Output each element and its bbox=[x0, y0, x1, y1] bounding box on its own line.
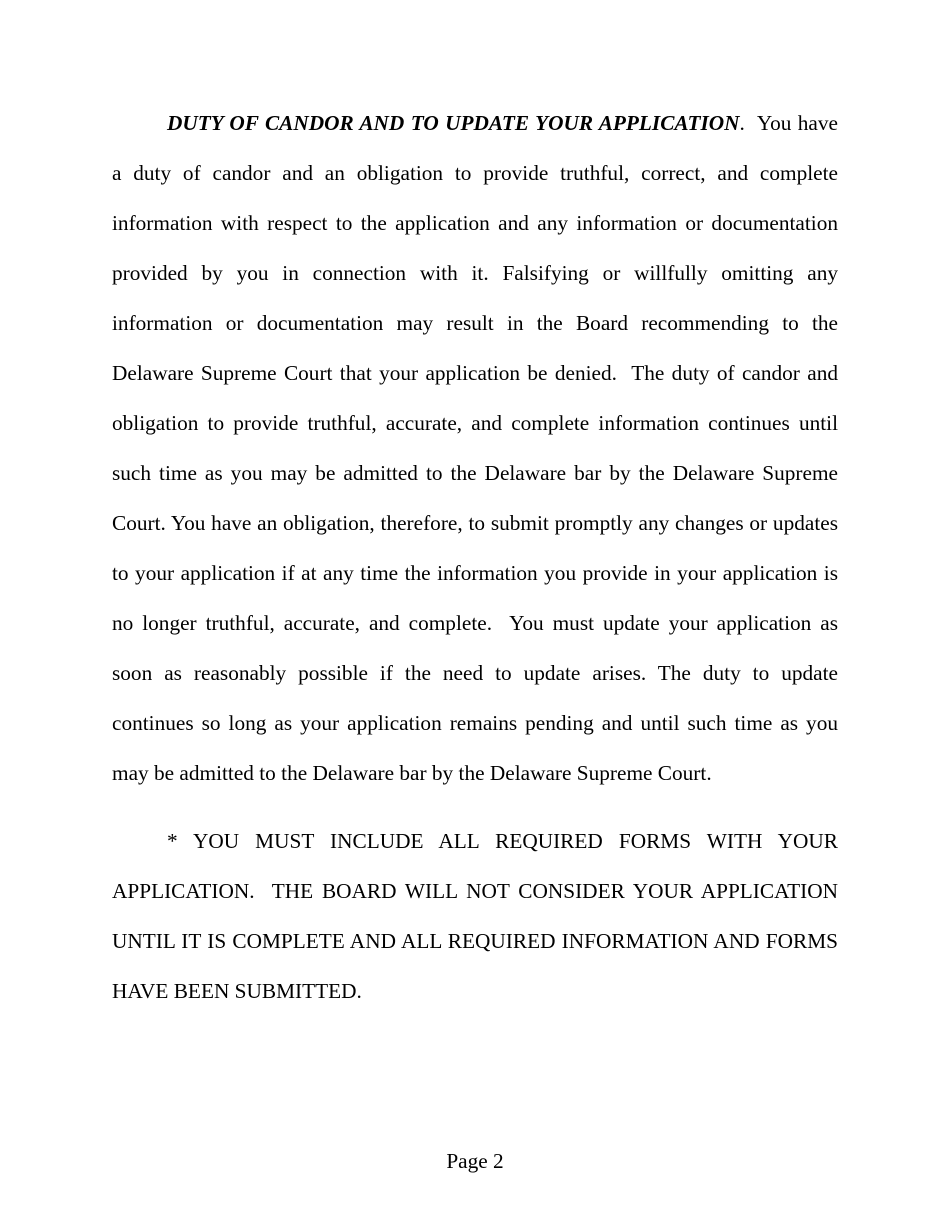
document-body bbox=[112, 98, 844, 1016]
duty-of-candor-text: You have a duty of candor and an obligation to provide truthful, correct, and complete information with respect to the application and any information or documentation provided by you in connection with it. Falsifying or willfully omitting any information or documentation may result in the Board recommending to the Delaware Supreme Court that your application be denied. The duty of candor and obligation to provide truthful, accurate, and complete information continues until such time as you may be admitted to the Delaware bar by the Delaware Supreme Court. You have an obligation, therefore, to submit promptly any changes or updates to your application if at any time the information you provide in your application is no longer truthful, accurate, and complete. You must update your application as soon as reasonably possible if the need to update arises. The duty to update continues so long as your application remains pending and until such time as you may be admitted to the Delaware bar by the Delaware Supreme Court. bbox=[112, 111, 844, 785]
duty-of-candor-heading-period: . bbox=[739, 111, 745, 135]
required-forms-notice bbox=[112, 816, 844, 1016]
duty-of-candor-heading: DUTY OF CANDOR AND TO UPDATE YOUR APPLICATION bbox=[167, 111, 740, 135]
duty-of-candor-paragraph bbox=[112, 98, 844, 798]
required-forms-text: * YOU MUST INCLUDE ALL REQUIRED FORMS WITH YOUR APPLICATION. THE BOARD WILL NOT CONSIDER YOUR APPLICATION UNTIL IT IS COMPLETE AND ALL REQUIRED INFORMATION AND FORMS HAVE BEEN SUBMITTED. bbox=[112, 829, 844, 1003]
page-number: Page 2 bbox=[446, 1149, 504, 1173]
